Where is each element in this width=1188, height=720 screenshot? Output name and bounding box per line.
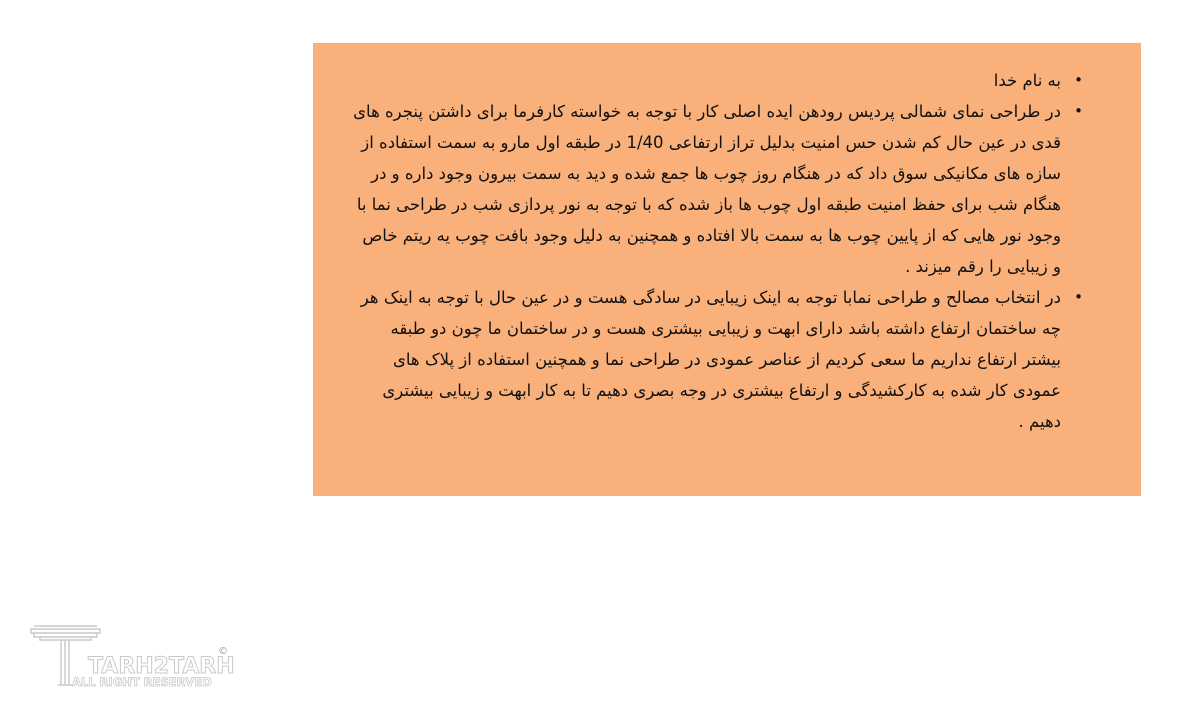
list-item xyxy=(353,65,1083,96)
tarh2tarh-logo xyxy=(28,623,238,693)
logo-graphic xyxy=(28,623,238,693)
list-item-text: در طراحی نمای شمالی پردیس رودهن ایده اصلی کار با توجه به خواسته کارفرما برای داشتن پنجره های قدی در عین حال کم شدن حس امنیت بدلیل تراز ارتفاعی 1/40 در طبقه اول مارو به سمت استفاده از سازه های مکانیکی سوق داد که در هنگام روز چوب ها جمع شده و دید به سمت بیرون وجود داره و در هنگام شب برای حفظ امنیت طبقه اول چوب ها باز شده که با توجه به نور پردازی شب در طراحی نما با وجود نور هایی که از پایین چوب ها به سمت بالا افتاده و همچنین به دلیل وجود بافت چوب یه ریتم خاص و زیبایی را رقم میزند . xyxy=(353,102,1061,276)
bullet-icon: • xyxy=(1074,288,1083,306)
copyright-icon: © xyxy=(218,646,228,657)
list-item-text: به نام خدا xyxy=(993,71,1061,90)
list-item xyxy=(353,96,1083,282)
description-text-box xyxy=(313,43,1141,496)
logo-tagline-text: ALL RIGHT RESERVED xyxy=(72,675,212,689)
bullet-list xyxy=(353,65,1083,437)
list-item-text: در انتخاب مصالح و طراحی نمابا توجه به اینک زیبایی در سادگی هست و در عین حال با توجه به اینک هر چه ساختمان ارتفاع داشته باشد دارای ابهت و زیبایی بیشتری هست و در ساختمان ما چون دو طبقه بیشتر ارتفاع نداریم ما سعی کردیم از عناصر عمودی در طراحی نما و همچنین استفاده از پلاک های عمودی کار شده به کارکشیدگی و ارتفاع بیشتری در وجه بصری دهیم تا به کار ابهت و زیبایی بیشتری دهیم . xyxy=(360,288,1061,431)
list-item xyxy=(353,282,1083,437)
bullet-icon: • xyxy=(1074,102,1083,120)
logo-brand-text: TARH2TARH xyxy=(88,654,235,679)
bullet-icon: • xyxy=(1074,71,1083,89)
